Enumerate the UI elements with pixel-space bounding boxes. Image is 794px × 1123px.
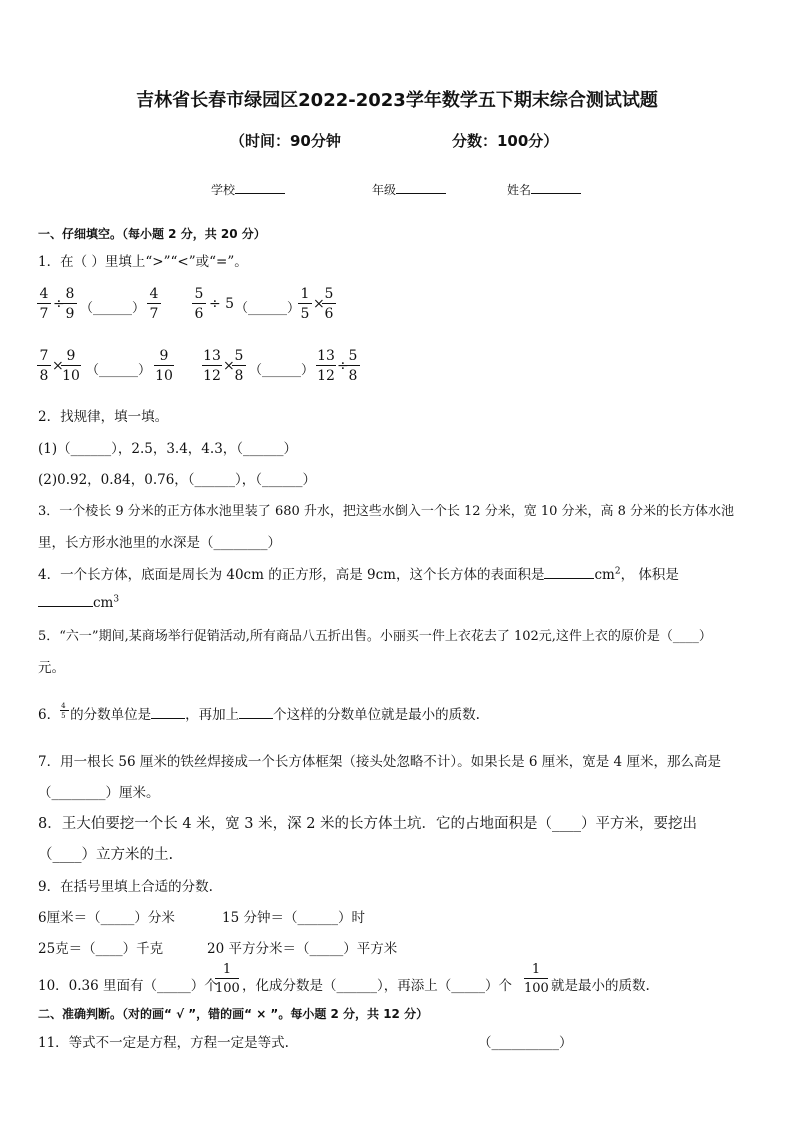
q1-r2-frac-e: $\frac{5}{8}$	[232, 349, 246, 383]
grade-blank[interactable]	[396, 181, 446, 194]
page-title: 吉林省长春市绿园区2022-2023学年数学五下期末综合测试试题	[136, 90, 658, 111]
q6-line: 6． $\frac{4}{5}$ 的分数单位是 ，再加上 个这样的分数单位就是最小的质数.	[38, 701, 480, 723]
q1-r2-op2: ×	[223, 358, 235, 374]
q4-line1: 4．一个长方体，底面是周长为 40cm 的正方形，高是 9cm，这个长方体的表面积是 $cm^2$， 体积是	[38, 566, 679, 583]
q1-r2-op1: ×	[52, 358, 64, 374]
grade-field: 年级	[372, 181, 446, 198]
q10-frac1: $\frac{1}{100}$	[215, 962, 240, 996]
q1-r1-op3: ×	[313, 296, 325, 312]
q1-r2-frac-b: $\frac{9}{10}$	[62, 348, 80, 384]
q11-blank[interactable]: （__________）	[478, 1035, 573, 1051]
q1-text: 1．在（ ）里填上“>”“<”或“=”。	[38, 254, 248, 270]
q2-line2: (2)0.92，0.84，0.76，（______），（______）	[38, 472, 317, 488]
q10-frac2: $\frac{1}{100}$	[524, 962, 549, 996]
q4-blank-area[interactable]	[544, 566, 594, 579]
q1-r1-frac-a: $\frac{4}{7}$	[37, 287, 51, 321]
q2-line1: (1)（______），2.5，3.4，4.3，（______）	[38, 441, 298, 457]
q4-blank-volume[interactable]	[38, 594, 93, 607]
q9-a: 6厘米＝（_____）分米	[38, 910, 175, 926]
q9-c: 25克＝（____）千克	[38, 941, 164, 957]
q1-r1-blank1[interactable]: （______）	[80, 301, 146, 316]
q1-r2-frac-c: $\frac{9}{10}$	[155, 348, 173, 384]
q9-d: 20 平方分米＝（_____）平方米	[207, 941, 398, 957]
q10-c: 就是最小的质数.	[551, 978, 650, 994]
q6-blank2[interactable]	[239, 706, 273, 719]
q1-r1-frac-f: $\frac{5}{6}$	[322, 287, 336, 321]
q11-text: 11．等式不一定是方程，方程一定是等式.	[38, 1035, 289, 1051]
q10-a: 10．0.36 里面有（_____）个	[38, 978, 218, 994]
q1-r2-frac-a: $\frac{7}{8}$	[37, 349, 51, 383]
q1-r2-frac-g: $\frac{5}{8}$	[346, 349, 360, 383]
name-field: 姓名	[507, 181, 581, 198]
q7-line2: （________）厘米。	[38, 785, 160, 801]
school-field: 学校	[211, 181, 285, 198]
q6-fraction: $\frac{4}{5}$	[60, 709, 70, 723]
q6-blank1[interactable]	[151, 706, 185, 719]
section-1-heading: 一、仔细填空。（每小题 2 分，共 20 分）	[38, 227, 266, 241]
q1-r1-frac-c: $\frac{4}{7}$	[147, 287, 161, 321]
q4-line2: $cm^3$	[38, 594, 119, 611]
q1-r1-frac-d: $\frac{5}{6}$	[192, 287, 206, 321]
q8-line1: 8．王大伯要挖一个长 4 米，宽 3 米，深 2 米的长方体土坑．它的占地面积是（____）平方米，要挖出	[38, 816, 698, 832]
q3-line1: 3．一个棱长 9 分米的正方体水池里装了 680 升水，把这些水倒入一个长 12 分米，宽 10 分米，高 8 分米的长方体水池	[38, 504, 735, 519]
q10-b: ，化成分数是（______），再添上（_____）个	[242, 978, 512, 994]
school-blank[interactable]	[235, 181, 285, 194]
q1-r2-frac-d: $\frac{13}{12}$	[203, 348, 221, 384]
q9-b: 15 分钟＝（______）时	[222, 910, 365, 926]
section-2-heading: 二、准确判断。（对的画“ √ ”，错的画“ × ”。每小题 2 分，共 12 分）	[38, 1007, 429, 1021]
q1-r1-frac-e: $\frac{1}{5}$	[298, 287, 312, 321]
q2-text: 2．找规律，填一填。	[38, 409, 169, 425]
q1-r2-blank2[interactable]: （______）	[249, 363, 315, 378]
q1-r2-blank1[interactable]: （______）	[86, 363, 152, 378]
q1-r1-op1: ÷	[53, 296, 65, 312]
q1-r1-frac-b: $\frac{8}{9}$	[63, 287, 77, 321]
q5-line1: 5．“六一”期间,某商场举行促销活动,所有商品八五折出售。小丽买一件上衣花去了 102元,这件上衣的原价是（____）	[38, 629, 712, 644]
q1-r2-frac-f: $\frac{13}{12}$	[317, 348, 335, 384]
q1-r1-op2: ÷ 5	[209, 296, 235, 312]
q1-r1-blank2[interactable]: （______）	[235, 301, 301, 316]
q9-text: 9．在括号里填上合适的分数.	[38, 879, 213, 895]
q7-line1: 7．用一根长 56 厘米的铁丝焊接成一个长方体框架（接头处忽略不计）。如果长是 6 厘米，宽是 4 厘米，那么高是	[38, 754, 721, 770]
name-blank[interactable]	[531, 181, 581, 194]
q3-line2: 里，长方形水池里的水深是（________）	[38, 535, 281, 551]
q1-r2-op3: ÷	[337, 358, 349, 374]
q8-line2: （____）立方米的土.	[38, 847, 174, 863]
score-label: 分数：100分）	[452, 132, 559, 150]
time-label: （时间：90分钟	[230, 132, 341, 150]
q5-line2: 元。	[38, 660, 65, 676]
